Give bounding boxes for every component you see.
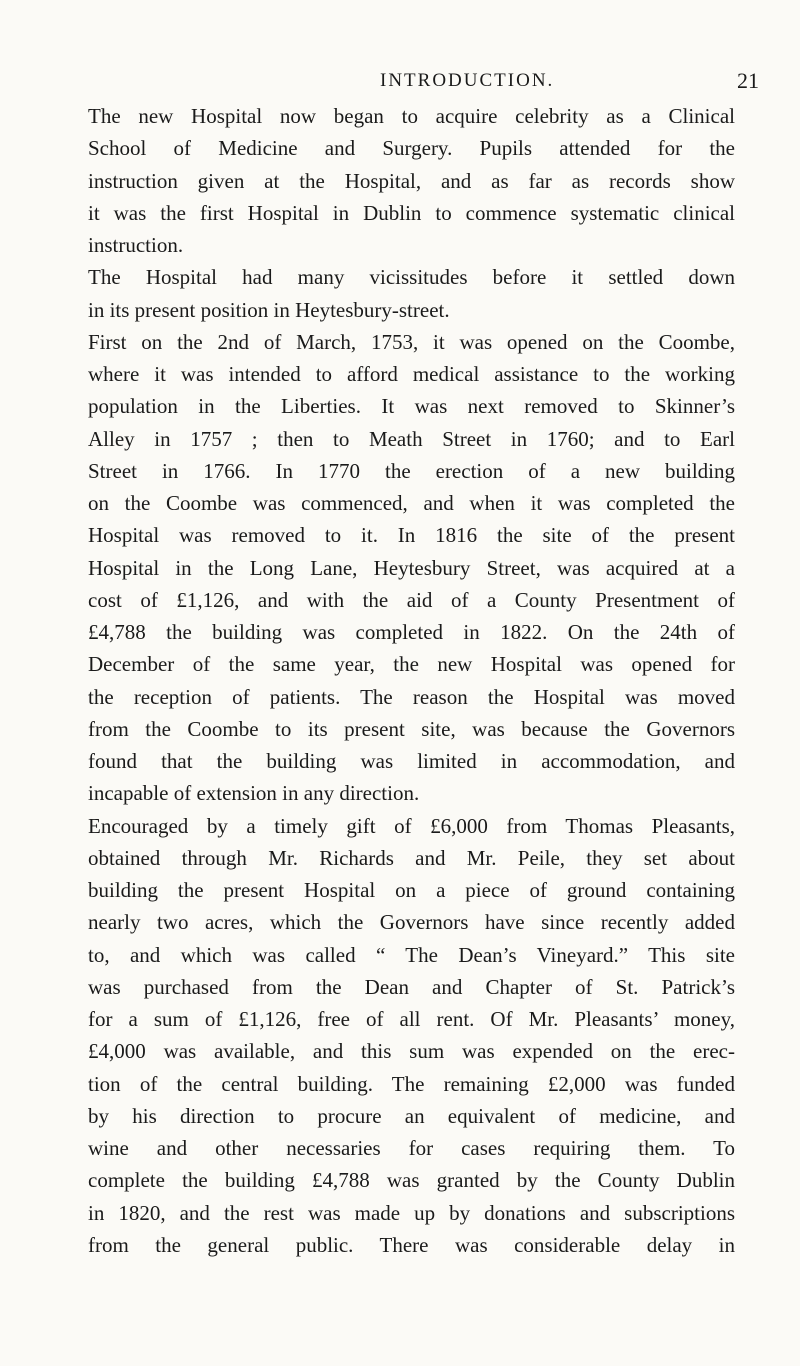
text-line: Alley in 1757 ; then to Meath Street in 1760; and to Earl xyxy=(88,426,735,451)
text-line: the reception of patients. The reason the Hospital was moved xyxy=(88,684,735,709)
text-line: Hospital in the Long Lane, Heytesbury Street, was acquired at a xyxy=(88,555,735,580)
text-line: incapable of extension in any direction. xyxy=(88,781,420,806)
text-line: from the general public. There was considerable delay in xyxy=(88,1232,735,1257)
text-line: where it was intended to afford medical assistance to the working xyxy=(88,362,735,386)
text-line: it was the first Hospital in Dublin to commence systematic clinical xyxy=(88,200,735,225)
text-line: from the Coombe to its present site, was because the Governors xyxy=(88,716,735,741)
text-line: in 1820, and the rest was made up by donations and subscriptions xyxy=(88,1200,735,1225)
text-line: £4,000 was available, and this sum was expended on the erec- xyxy=(88,1039,735,1064)
text-line: tion of the central building. The remaining £2,000 was funded xyxy=(88,1071,735,1096)
page-number: 21 xyxy=(737,68,759,93)
text-line: by his direction to procure an equivalent of medicine, and xyxy=(88,1103,735,1128)
text-line: obtained through Mr. Richards and Mr. Peile, they set about xyxy=(88,845,735,870)
text-line: instruction. xyxy=(88,233,184,257)
text-line: December of the same year, the new Hospital was opened for xyxy=(88,652,735,677)
text-line: Encouraged by a timely gift of £6,000 from Thomas Pleasants, xyxy=(88,813,735,838)
text-line: Hospital was removed to it. In 1816 the site of the present xyxy=(88,523,735,548)
running-head: INTRODUCTION. xyxy=(380,70,555,91)
text-line: in its present position in Heytesbury-street. xyxy=(88,297,450,322)
text-line: School of Medicine and Surgery. Pupils attended for the xyxy=(88,136,735,161)
text-line: for a sum of £1,126, free of all rent. Of Mr. Pleasants’ money, xyxy=(88,1007,735,1031)
text-line: The Hospital had many vicissitudes before it settled down xyxy=(88,265,735,290)
text-line: complete the building £4,788 was granted by the County Dublin xyxy=(88,1168,735,1193)
text-line: instruction given at the Hospital, and as far as records show xyxy=(88,168,735,193)
text-line: on the Coombe was commenced, and when it was completed the xyxy=(88,491,735,515)
text-line: was purchased from the Dean and Chapter of St. Patrick’s xyxy=(88,974,735,999)
text-line: cost of £1,126, and with the aid of a County Presentment of xyxy=(88,587,735,612)
text-line: nearly two acres, which the Governors have since recently added xyxy=(88,910,735,935)
text-line: to, and which was called “ The Dean’s Vineyard.” This site xyxy=(88,942,735,967)
text-line: £4,788 the building was completed in 1822. On the 24th of xyxy=(88,620,735,644)
text-line: found that the building was limited in accommodation, and xyxy=(88,749,735,773)
body-text xyxy=(88,100,735,1261)
text-line: The new Hospital now began to acquire celebrity as a Clinical xyxy=(88,104,735,128)
text-line: building the present Hospital on a piece of ground containing xyxy=(88,878,735,902)
text-line: wine and other necessaries for cases requiring them. To xyxy=(88,1136,735,1160)
text-line: First on the 2nd of March, 1753, it was opened on the Coombe, xyxy=(88,329,735,354)
text-line: population in the Liberties. It was next removed to Skinner’s xyxy=(88,394,735,419)
text-line: Street in 1766. In 1770 the erection of a new building xyxy=(88,458,735,483)
